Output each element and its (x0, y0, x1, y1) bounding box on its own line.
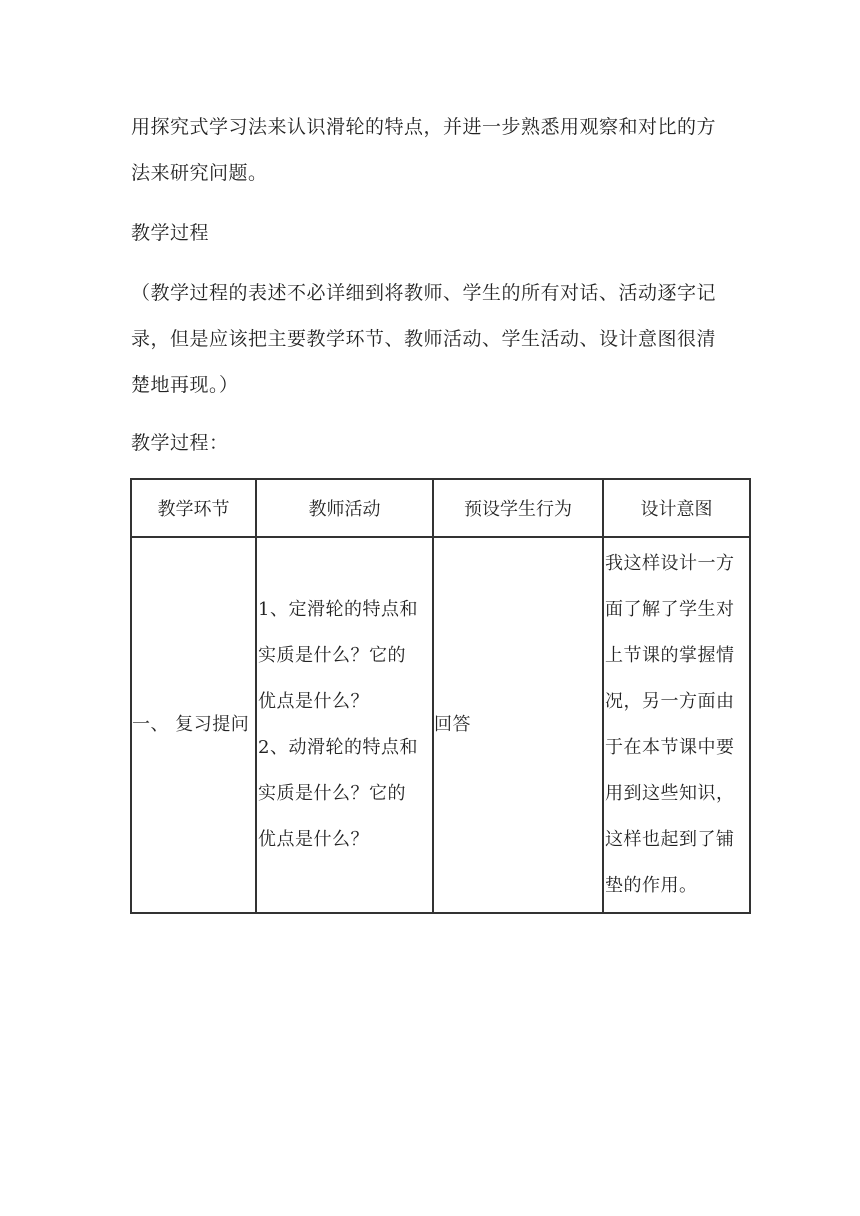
cell-design-intent (603, 537, 750, 913)
teacher-line-2: 实质是什么？它的 (258, 645, 406, 666)
header-design-intent: 设计意图 (603, 479, 750, 537)
intro-paragraph (131, 104, 751, 196)
intent-line-3: 上节课的掌握情 (605, 645, 735, 666)
teacher-line-4: 2、动滑轮的特点和 (258, 737, 418, 758)
intent-line-2: 面了解了学生对 (605, 599, 735, 620)
section-heading-teaching-process-colon: 教学过程： (131, 432, 229, 454)
intent-line-5: 于在本节课中要 (605, 737, 735, 758)
section-heading-teaching-process: 教学过程 (131, 222, 210, 244)
lesson-plan-table (130, 478, 751, 914)
table-header-row (131, 479, 750, 537)
note-line-2: 录，但是应该把主要教学环节、教师活动、学生活动、设计意图很清 (131, 328, 717, 350)
intent-line-6: 用到这些知识， (605, 783, 735, 804)
teacher-line-3: 优点是什么？ (258, 691, 369, 712)
table-row (131, 537, 750, 913)
design-intent-text (604, 541, 749, 909)
note-paragraph (131, 270, 751, 408)
header-teaching-stage: 教学环节 (131, 479, 256, 537)
cell-student-behavior (433, 537, 603, 913)
header-teacher-activity: 教师活动 (256, 479, 433, 537)
intro-line-1: 用探究式学习法来认识滑轮的特点，并进一步熟悉用观察和对比的方 (131, 116, 717, 138)
intro-line-2: 法来研究问题。 (131, 162, 268, 184)
stage-text: 一、 复习提问 (132, 714, 250, 735)
cell-teacher-activity (256, 537, 433, 913)
header-expected-student-behavior: 预设学生行为 (433, 479, 603, 537)
intent-line-7: 这样也起到了铺 (605, 829, 735, 850)
teacher-activity-text (257, 587, 432, 863)
note-line-3: 楚地再现。） (131, 374, 239, 396)
cell-stage (131, 537, 256, 913)
intent-line-1: 我这样设计一方 (605, 553, 735, 574)
teacher-line-1: 1、定滑轮的特点和 (258, 599, 418, 620)
teacher-line-6: 优点是什么？ (258, 829, 369, 850)
student-behavior-text: 回答 (434, 714, 471, 735)
teacher-line-5: 实质是什么？它的 (258, 783, 406, 804)
intent-line-4: 况，另一方面由 (605, 691, 735, 712)
intent-line-8: 垫的作用。 (605, 875, 698, 896)
note-line-1: （教学过程的表述不必详细到将教师、学生的所有对话、活动逐字记 (131, 282, 717, 304)
